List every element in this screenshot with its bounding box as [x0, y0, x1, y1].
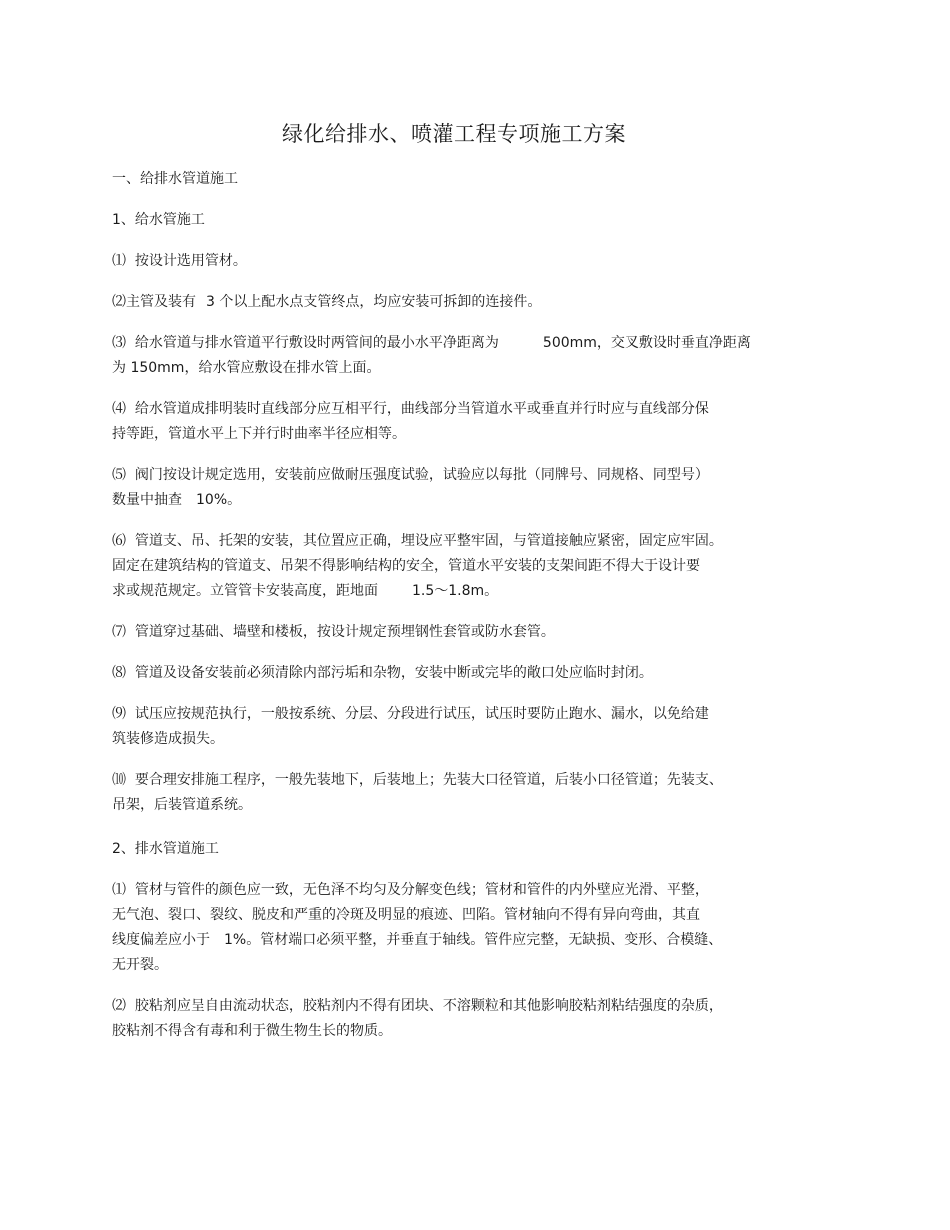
paragraph-1-2 — [112, 291, 832, 313]
paragraph-1-6-line-2: 固定在建筑结构的管道支、吊架不得影响结构的安全，管道水平安装的支架间距不得大于设计要 — [112, 558, 700, 574]
paragraph-1-4-line-1: ⑷ 给水管道成排明装时直线部分应互相平行，曲线部分当管道水平或垂直并行时应与直线部分保 — [112, 401, 709, 417]
paragraph-1-6-line-1: ⑹ 管道支、吊、托架的安装，其位置应正确，埋设应平整牢固，与管道接触应紧密，固定应牢固。 — [112, 533, 723, 549]
subsection-heading-2: 2、排水管道施工 — [112, 841, 219, 857]
text-segment: 1.5～1.8m。 — [412, 583, 499, 599]
paragraph-2-1-line-1: ⑴ 管材与管件的颜色应一致，无色泽不均匀及分解变色线；管材和管件的内外壁应光滑、平整， — [112, 882, 709, 898]
paragraph-2-1-line-2: 无气泡、裂口、裂纹、脱皮和严重的冷斑及明显的痕迹、凹陷。管材轴向不得有异向弯曲，其直 — [112, 907, 700, 923]
document-title: 绿化给排水、喷灌工程专项施工方案 — [282, 122, 626, 146]
text-segment: ⑵主管及装有 — [112, 294, 196, 310]
paragraph-1-7: ⑺ 管道穿过基础、墙壁和楼板，按设计规定预埋钢性套管或防水套管。 — [112, 624, 555, 640]
subsection-heading-1: 1、给水管施工 — [112, 212, 205, 228]
paragraph-2-2-line-1: ⑵ 胶粘剂应呈自由流动状态，胶粘剂内不得有团块、不溶颗粒和其他影响胶粘剂粘结强度的杂质， — [112, 998, 723, 1014]
section-heading-1: 一、给排水管道施工 — [112, 171, 238, 187]
paragraph-1-1: ⑴ 按设计选用管材。 — [112, 253, 247, 269]
paragraph-1-10-line-2: 吊架，后装管道系统。 — [112, 797, 252, 813]
paragraph-1-4-line-2: 持等距，管道水平上下并行时曲率半径应相等。 — [112, 426, 406, 442]
paragraph-1-9-line-1: ⑼ 试压应按规范执行，一般按系统、分层、分段进行试压，试压时要防止跑水、漏水，以免给建 — [112, 706, 709, 722]
paragraph-1-5-line-2 — [112, 489, 832, 511]
paragraph-1-5-line-1: ⑸ 阀门按设计规定选用，安装前应做耐压强度试验，试验应以每批（同牌号、同规格、同型号） — [112, 467, 709, 483]
paragraph-1-10-line-1: ⑽ 要合理安排施工程序，一般先装地下，后装地上；先装大口径管道，后装小口径管道；先装支、 — [112, 772, 723, 788]
paragraph-1-3-line-2: 为 150mm，给水管应敷设在排水管上面。 — [112, 360, 381, 376]
text-segment: 数量中抽查 — [112, 492, 182, 508]
text-segment: 3 个以上配水点支管终点，均应安装可拆卸的连接件。 — [206, 294, 542, 310]
paragraph-1-6-line-3 — [112, 580, 832, 602]
paragraph-1-8: ⑻ 管道及设备安装前必须清除内部污垢和杂物，安装中断或完毕的敞口处应临时封闭。 — [112, 665, 653, 681]
paragraph-2-1-line-4: 无开裂。 — [112, 957, 168, 973]
text-segment: 线度偏差应小于 — [112, 932, 210, 948]
paragraph-2-2-line-2: 胶粘剂不得含有毒和利于微生物生长的物质。 — [112, 1023, 392, 1039]
paragraph-1-3-line-1 — [112, 332, 832, 354]
text-segment: 10%。 — [196, 492, 242, 508]
paragraph-2-1-line-3 — [112, 929, 832, 951]
text-segment: 求或规范规定。立管管卡安装高度，距地面 — [112, 583, 378, 599]
text-segment: 1%。管材端口必须平整，并垂直于轴线。管件应完整，无缺损、变形、合模缝、 — [224, 932, 723, 948]
text-segment: 500mm，交叉敷设时垂直净距离 — [542, 335, 751, 351]
text-segment: ⑶ 给水管道与排水管道平行敷设时两管间的最小水平净距离为 — [112, 335, 499, 351]
paragraph-1-9-line-2: 筑装修造成损失。 — [112, 731, 224, 747]
